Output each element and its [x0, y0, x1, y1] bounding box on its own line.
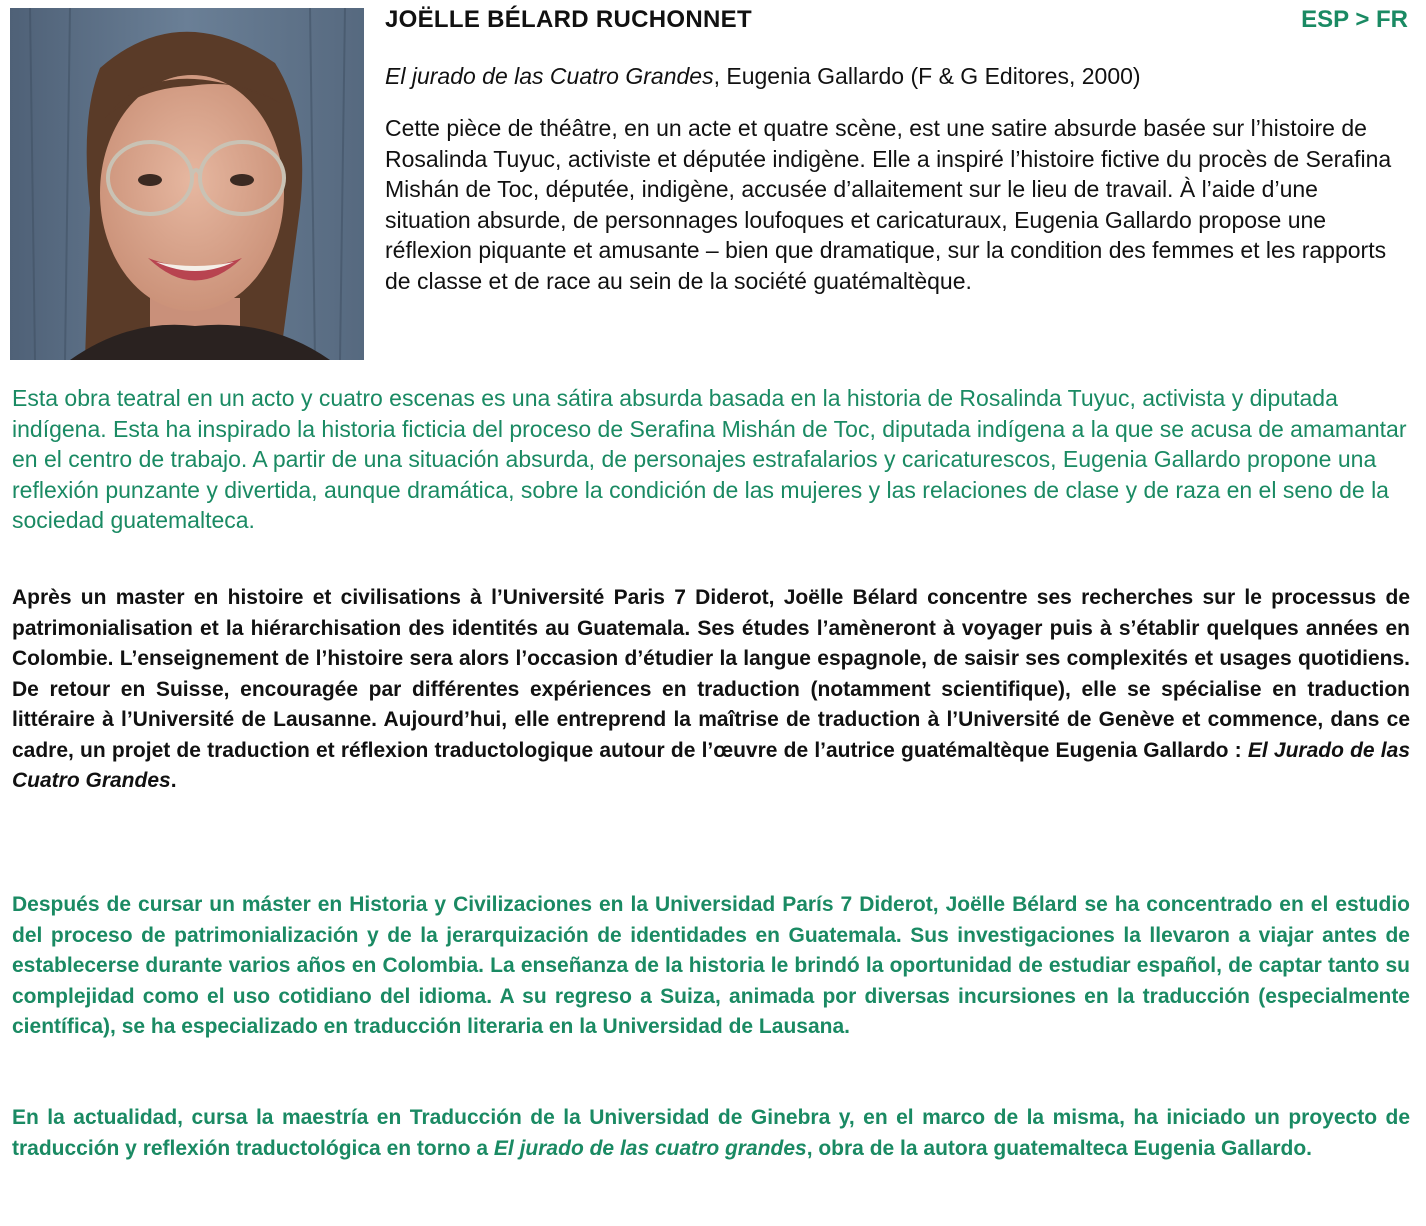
biography-spanish-paragraph-2-start: En la actualidad, cursa la maestría en Traducción de la Universidad de Ginebra y, en el marco de la misma, ha iniciado un proyecto de traducción y reflexión traductológica en torno a: [12, 1106, 1410, 1160]
author-name: JOËLLE BÉLARD RUCHONNET: [385, 6, 752, 33]
language-pair-label: ESP > FR: [1301, 6, 1408, 33]
book-title: El jurado de las Cuatro Grandes: [385, 63, 714, 89]
author-portrait: [10, 8, 364, 360]
book-reference: [385, 61, 1410, 91]
portrait-illustration: [10, 8, 364, 360]
biography-french-text: Après un master en histoire et civilisations à l’Université Paris 7 Diderot, Joëlle Bélard concentre ses recherches sur le processus de patrimonialisation et la hiérarchisation des identités au Guatemala. Ses études l’amèneront à voyager puis à s’établir quelques années en Colombie. L’enseignement de l’histoire sera alors l’occasion d’étudier la langue espagnole, de saisir ses complexités et usages quotidiens. De retour en Suisse, encouragée par différentes expériences en traduction (notamment scientifique), elle se spécialise en traduction littéraire à l’Université de Lausanne. Aujourd’hui, elle entreprend la maîtrise de traduction à l’Université de Genève et commence, dans ce cadre, un projet de traduction et réflexion traductologique autour de l’œuvre de l’autrice guatémaltèque Eugenia Gallardo :: [12, 586, 1410, 762]
biography-spanish-work-title: El jurado de las cuatro grandes: [493, 1136, 807, 1160]
biography-spanish-paragraph-2-end: , obra de la autora guatemalteca Eugenia Gallardo.: [806, 1136, 1312, 1160]
biography-french-end: .: [170, 769, 177, 792]
biography-french-work-title: El Jurado de las Cuatro Grandes: [12, 738, 1410, 792]
biography-spanish-paragraph-1: Después de cursar un máster en Historia y Civilizaciones en la Universidad París 7 Diderot, Joëlle Bélard se ha concentrado en el estudio del proceso de patrimonialización y de la jerarquización de identidades en Guatemala. Sus investigaciones la llevaron a viajar antes de establecerse durante varios años en Colombia. La enseñanza de la historia le brindó la oportunidad de estudiar español, de captar tanto su complejidad como el uso cotidiano del idioma. A su regreso a Suiza, animada por diversas incursiones en la traducción (especialmente científica), se ha especializado en traducción literaria en la Universidad de Lausana.: [12, 893, 1410, 1038]
biography-french: [12, 583, 1410, 797]
biography-spanish-paragraph-2: [12, 1103, 1410, 1164]
summary-french: Cette pièce de théâtre, en un acte et quatre scène, est une satire absurde basée sur l’histoire de Rosalinda Tuyuc, activiste et députée indigène. Elle a inspiré l’histoire fictive du procès de Serafina Mishán de Toc, députée, indigène, accusée d’allaitement sur le lieu de travail. À l’aide d’une situation absurde, de personnages loufoques et caricaturaux, Eugenia Gallardo propose une réflexion piquante et amusante – bien que dramatique, sur la condition des femmes et les rapports de classe et de race au sein de la société guatémaltèque.: [385, 115, 1392, 294]
summary-spanish: Esta obra teatral en un acto y cuatro escenas es una sátira absurda basada en la historia de Rosalinda Tuyuc, activista y diputada indígena. Esta ha inspirado la historia ficticia del proceso de Serafina Mishán de Toc, diputada indígena a la que se acusa de amamantar en el centro de trabajo. A partir de una situación absurda, de personajes estrafalarios y caricaturescos, Eugenia Gallardo propone una reflexión punzante y divertida, aunque dramática, sobre la condición de las mujeres y las relaciones de clase y de raza en el seno de la sociedad guatemalteca.: [12, 385, 1407, 534]
book-details: , Eugenia Gallardo (F & G Editores, 2000): [713, 63, 1141, 89]
